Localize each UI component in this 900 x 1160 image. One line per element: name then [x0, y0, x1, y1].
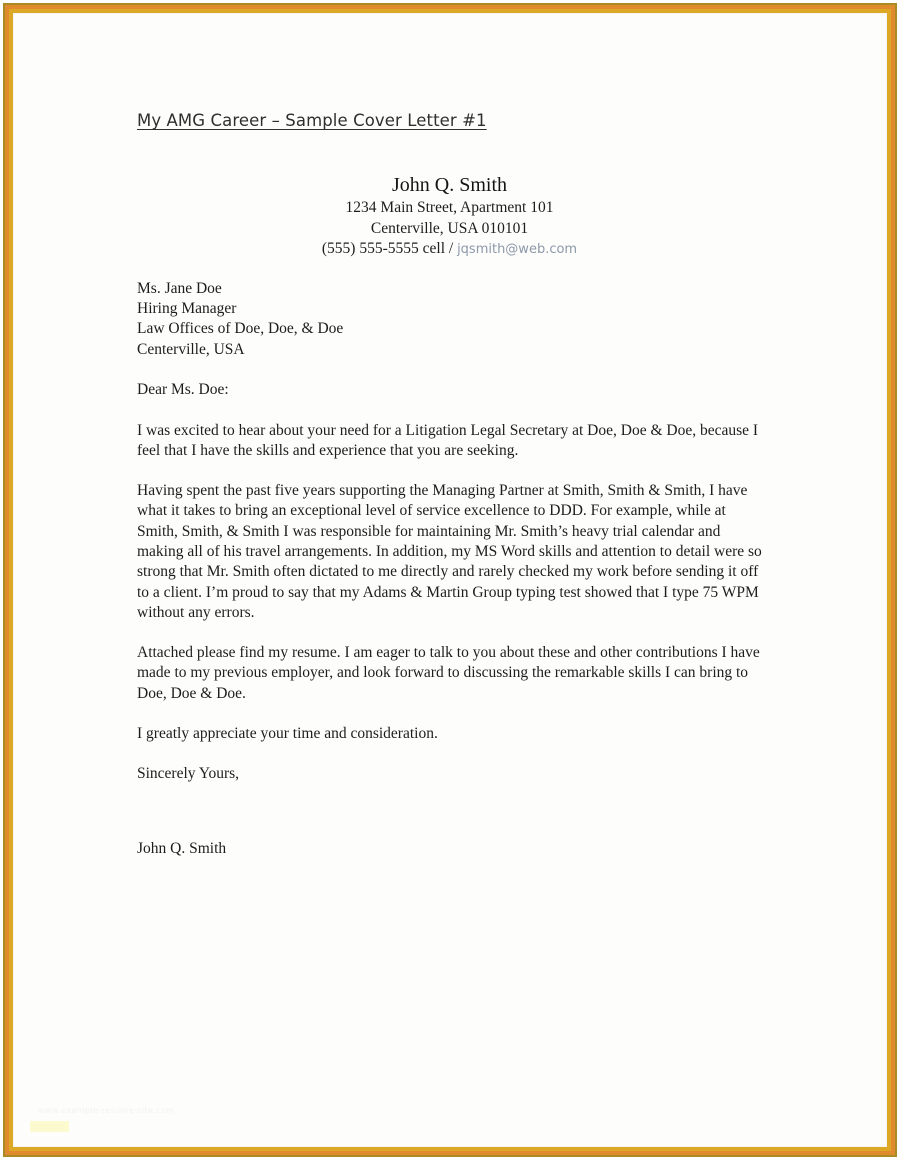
sender-city-state-zip: Centerville, USA 010101 [370, 219, 529, 237]
watermark-badge: sample [30, 1121, 69, 1132]
recipient-location: Centerville, USA [137, 340, 245, 358]
sender-name: John Q. Smith [391, 174, 508, 196]
signature-name: John Q. Smith [137, 840, 227, 857]
recipient-title: Hiring Manager [137, 300, 237, 318]
salutation: Dear Ms. Doe: [137, 381, 229, 398]
sender-address-block [137, 172, 762, 261]
body-paragraph-1: I was excited to hear about your need for a Litigation Legal Secretary at Doe, Doe & Doe, because I feel that I have the skills and experience that you are seeking. [137, 421, 759, 459]
body-paragraph-3: Attached please find my resume. I am eager to talk to you about these and other contributions I have made to my previous employer, and look forward to discussing the remarkable skills I can bring to Doe, Doe & Doe. [137, 644, 760, 702]
page-title: My AMG Career – Sample Cover Letter #1 [137, 111, 487, 130]
watermark-credit: www.example-resume-site.com [38, 1106, 175, 1115]
recipient-address-block [137, 279, 343, 360]
body-paragraph-2: Having spent the past five years supporting the Managing Partner at Smith, Smith & Smith, I have what it takes to bring an exceptional level of service excellence to DDD. For example, while at Smith, Smith, & Smith I was responsible for maintaining Mr. Smith’s heavy trial calendar and making all of his travel arrangements. In addition, my MS Word skills and attention to detail were so strong that Mr. Smith often dictated to me directly and rarely checked my work before sending it off to a client. I’m proud to say that my Adams & Martin Group typing test showed that I type 75 WPM without any errors. [137, 482, 762, 621]
sender-contact-line [137, 239, 762, 261]
sender-email-link[interactable]: jqsmith@web.com [457, 242, 578, 257]
recipient-company: Law Offices of Doe, Doe, & Doe [137, 320, 344, 338]
closing-salutation: Sincerely Yours, [137, 765, 240, 783]
sender-street: 1234 Main Street, Apartment 101 [345, 199, 554, 216]
sender-phone: (555) 555-5555 cell / [321, 240, 458, 257]
recipient-name: Ms. Jane Doe [137, 280, 222, 297]
body-paragraph-4: I greatly appreciate your time and consideration. [137, 725, 438, 743]
letter-body [137, 380, 761, 805]
